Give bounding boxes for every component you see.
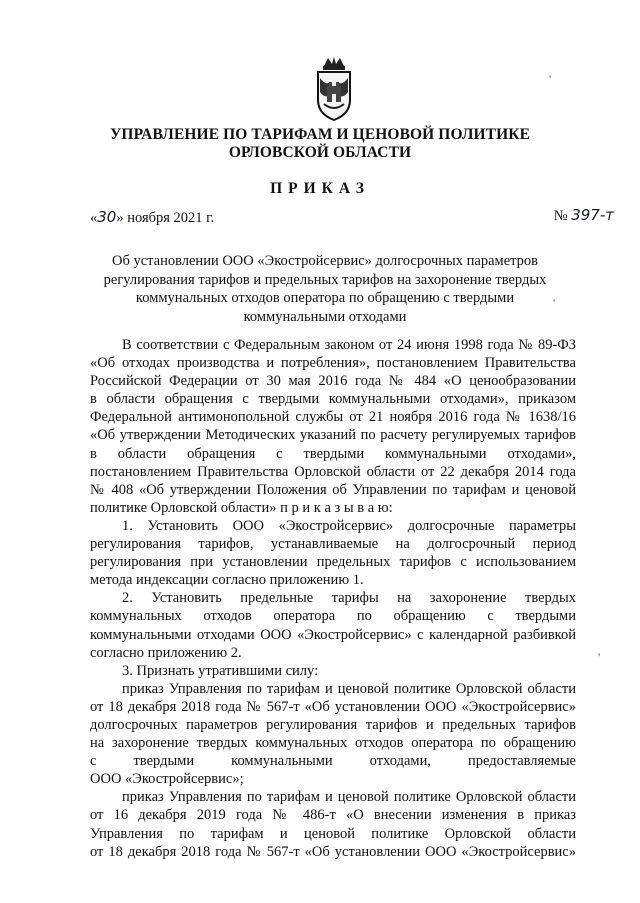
- body-text-line: в области обращения с твердыми коммунальными отходами»,: [90, 445, 576, 462]
- order-subject: [90, 252, 560, 326]
- body-text-line: политике Орловской области» п р и к а з ы в а ю:: [90, 499, 393, 516]
- order-number-handwritten: 397-т: [571, 206, 614, 224]
- coat-of-arms-icon: [312, 56, 356, 122]
- body-text-line: Федеральной антимонопольной службы от 21 ноября 2016 года № 1638/16: [90, 409, 576, 426]
- body-text-line: регулирования тарифов, устанавливаемые на долгосрочный период: [90, 536, 576, 553]
- organization-name-line2: ОРЛОВСКОЙ ОБЛАСТИ: [228, 144, 412, 161]
- order-number: [554, 206, 614, 225]
- scan-mark: ': [549, 72, 552, 86]
- document-type-title: ПРИКАЗ: [270, 180, 370, 197]
- body-text-line: метода индексации согласно приложению 1.: [90, 572, 364, 589]
- body-text-line: 1. Установить ООО «Экостройсервис» долгосрочные параметры: [122, 517, 576, 534]
- body-text-line: от 16 декабря 2019 года № 486-т «О внесении изменения в приказ: [90, 807, 576, 824]
- body-text-line: постановлением Правительства Орловской области от 22 декабря 2014 года: [90, 463, 576, 480]
- date-rest: » ноября 2021 г.: [116, 210, 215, 226]
- body-text-line: 2. Установить предельные тарифы на захоронение твердых: [122, 590, 576, 607]
- subject-line: регулирования тарифов и предельных тарифов на захоронение твердых: [103, 271, 547, 288]
- body-text-line: № 408 «Об утверждении Положения об Управлении по тарифам и ценовой: [90, 481, 576, 498]
- body-text-line: коммунальных отходов оператора по обращению с твердыми: [90, 608, 576, 625]
- body-text-line: в области обращения с твердыми коммунальными отходами», приказом: [90, 391, 576, 408]
- scan-mark: ': [553, 296, 556, 310]
- body-text-line: согласно приложению 2.: [90, 644, 242, 661]
- body-text-line: ООО «Экостройсервис»;: [90, 771, 244, 788]
- body-text-line: В соответствии с Федеральным законом от 24 июня 1998 года № 89-ФЗ: [122, 337, 576, 353]
- body-text-line: 3. Признать утратившими силу:: [122, 662, 319, 679]
- body-text-line: «Об отходах производства и потребления», постановлением Правительства: [90, 355, 576, 372]
- order-number-prefix: №: [553, 208, 568, 224]
- body-text-line: коммунальными отходами ООО «Экостройсервис» с календарной разбивкой: [90, 626, 576, 643]
- body-text-line: приказ Управления по тарифам и ценовой политике Орловской области: [122, 789, 576, 806]
- body-text-line: Российской Федерации от 30 мая 2016 года № 484 «О ценообразовании: [90, 373, 576, 390]
- body-text-line: с твердыми коммунальными отходами, предоставляемые: [90, 753, 576, 770]
- body-text-line: на захоронение твердых коммунальных отходов оператора по обращению: [90, 735, 576, 752]
- body-text-line: от 18 декабря 2018 года № 567-т «Об установлении ООО «Экостройсервис»: [90, 698, 576, 715]
- body-text-line: долгосрочных параметров регулирования тарифов и предельных тарифов: [90, 716, 576, 733]
- body-text-line: Управления по тарифам и ценовой политике Орловской области: [90, 825, 576, 842]
- date-day-handwritten: 30: [97, 208, 117, 226]
- body-text-line: «Об утверждении Методических указаний по расчету регулируемых тарифов: [90, 427, 576, 444]
- body-text-line: приказ Управления по тарифам и ценовой политике Орловской области: [122, 680, 576, 697]
- body-text-line: регулирования при установлении предельных тарифов с использованием: [90, 554, 576, 571]
- subject-line: коммунальных отходов оператора по обращению с твердыми: [135, 290, 515, 307]
- subject-line: Об установлении ООО «Экостройсервис» долгосрочных параметров: [111, 253, 538, 269]
- order-date: [90, 208, 214, 227]
- subject-line: коммунальными отходами: [243, 308, 407, 325]
- body-text-line: от 18 декабря 2018 года № 567-т «Об установлении ООО «Экостройсервис»: [90, 843, 576, 860]
- date-open-quote: «: [90, 210, 98, 226]
- order-body: [90, 336, 576, 861]
- scan-mark: ': [598, 650, 601, 664]
- organization-name-line1: УПРАВЛЕНИЕ ПО ТАРИФАМ И ЦЕНОВОЙ ПОЛИТИКЕ: [109, 126, 531, 143]
